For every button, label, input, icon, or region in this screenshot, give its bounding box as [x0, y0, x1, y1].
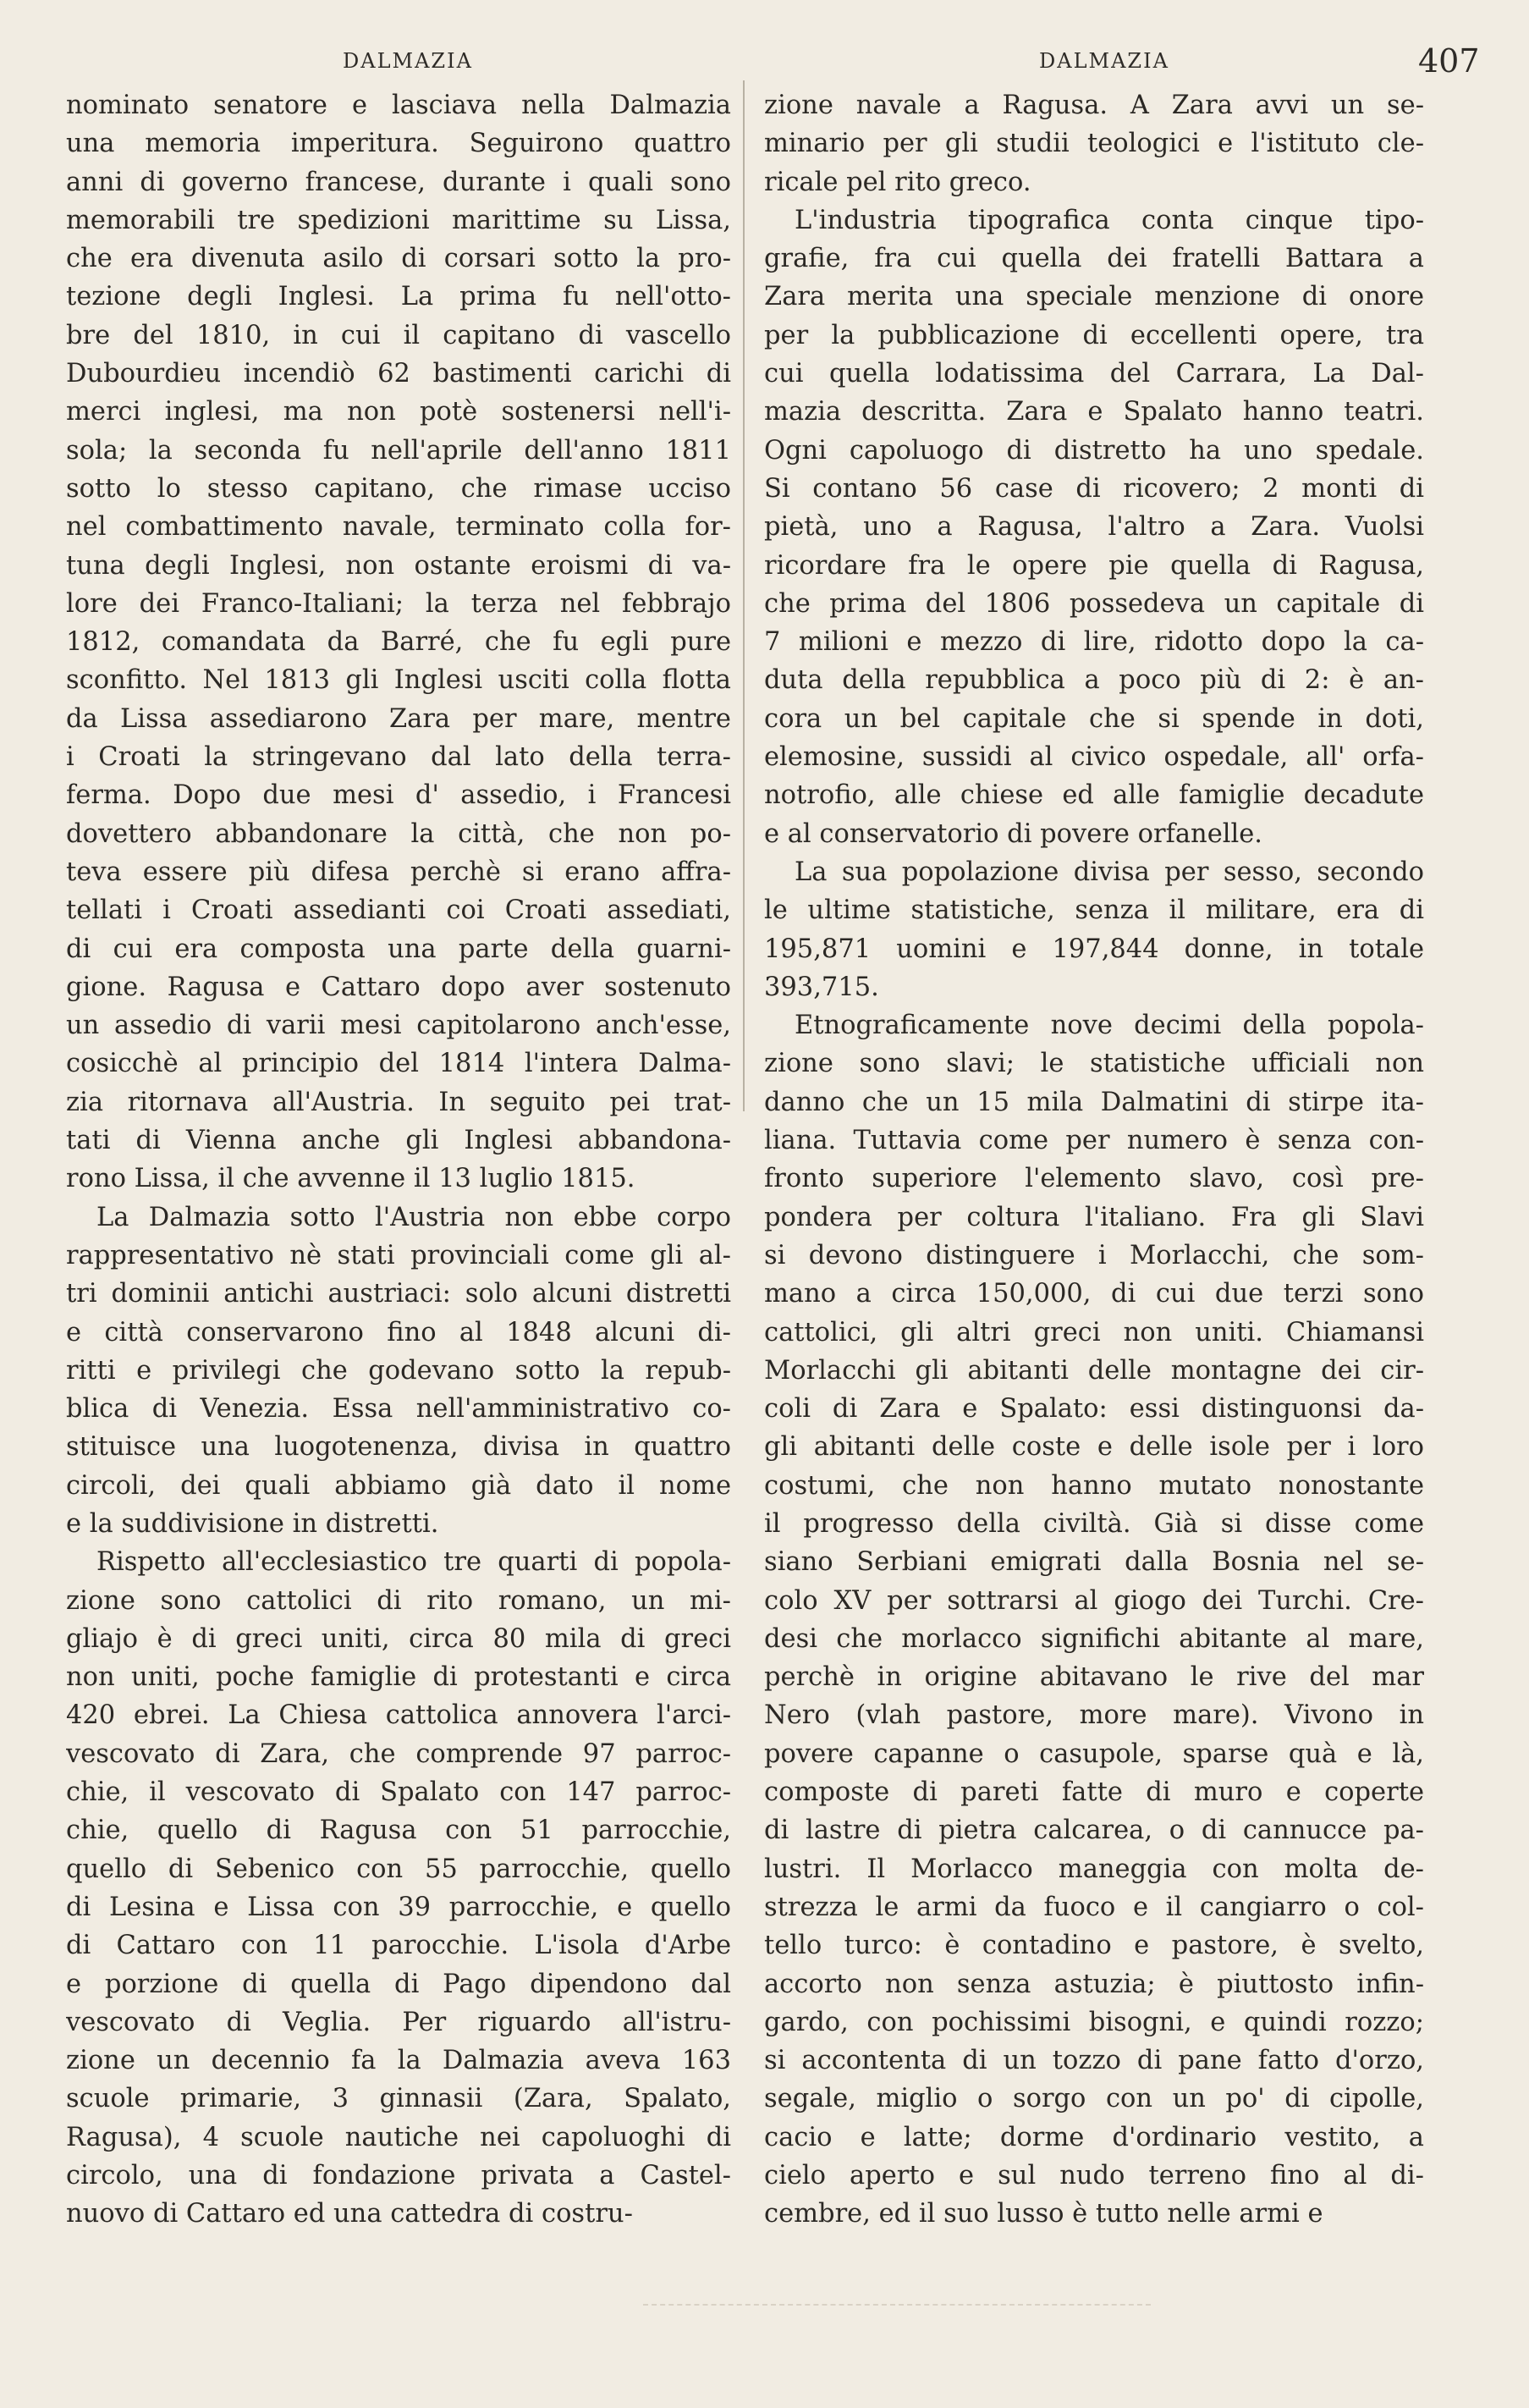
- text-line: cembre, ed il suo lusso è tutto nelle armi e: [764, 2199, 1323, 2229]
- page-number: 407: [1418, 42, 1480, 80]
- text-line: 7 milioni e mezzo di lire, ridotto dopo la ca-: [764, 627, 1424, 658]
- bottom-rule: [643, 2304, 1151, 2309]
- text-line: zione navale a Ragusa. A Zara avvi un se-: [764, 91, 1424, 120]
- text-line: siano Serbiani emigrati dalla Bosnia nel se-: [764, 1547, 1424, 1578]
- text-line: tello turco: è contadino e pastore, è svelto,: [764, 1931, 1424, 1961]
- text-line: composte di pareti fatte di muro e coperte: [764, 1777, 1424, 1808]
- text-line: vescovato di Veglia. Per riguardo all'istru-: [66, 2007, 731, 2037]
- text-line: Etnograficamente nove decimi della popola-: [795, 1011, 1424, 1041]
- text-line: grafie, fra cui quella dei fratelli Battara a: [764, 244, 1424, 274]
- text-line: liana. Tuttavia come per numero è senza con-: [764, 1126, 1424, 1156]
- text-line: memorabili tre spedizioni marittime su Lissa,: [66, 205, 731, 235]
- text-line: teva essere più difesa perchè si erano affra-: [66, 857, 731, 887]
- text-line: mano a circa 150,000, di cui due terzi sono: [764, 1279, 1424, 1309]
- text-line: lustri. Il Morlacco maneggia con molta de-: [764, 1854, 1424, 1884]
- text-line: un assedio di varii mesi capitolarono anch'esse,: [66, 1011, 731, 1041]
- text-line: Dubourdieu incendiò 62 bastimenti carichi di: [66, 359, 731, 389]
- text-line: sconfitto. Nel 1813 gli Inglesi usciti colla flotta: [66, 665, 731, 696]
- text-line: anni di governo francese, durante i quali sono: [66, 167, 731, 197]
- text-line: La sua popolazione divisa per sesso, secondo: [795, 857, 1424, 887]
- text-line: e città conservarono fino al 1848 alcuni di-: [66, 1317, 731, 1347]
- left-column: [66, 86, 731, 2234]
- text-line: ricale pel rito greco.: [764, 167, 1031, 197]
- text-line: danno che un 15 mila Dalmatini di stirpe ita-: [764, 1087, 1424, 1117]
- text-line: lore dei Franco-Italiani; la terza nel febbrajo: [66, 588, 731, 619]
- text-line: fronto superiore l'elemento slavo, così pre-: [764, 1164, 1424, 1194]
- text-line: minario per gli studii teologici e l'istituto cle-: [764, 129, 1424, 159]
- text-line: povere capanne o casupole, sparse quà e là,: [764, 1738, 1424, 1769]
- text-line: bre del 1810, in cui il capitano di vascello: [66, 320, 731, 350]
- text-line: tri dominii antichi austriaci: solo alcuni distretti: [66, 1279, 731, 1309]
- text-line: e al conservatorio di povere orfanelle.: [764, 818, 1263, 849]
- text-line: ferma. Dopo due mesi d' assedio, i Francesi: [66, 780, 731, 811]
- text-line: mazia descritta. Zara e Spalato hanno teatri.: [764, 397, 1424, 427]
- text-line: dovettero abbandonare la città, che non po-: [66, 818, 731, 849]
- text-line: stituisce una luogotenenza, divisa in quattro: [66, 1432, 731, 1463]
- text-line: nominato senatore e lasciava nella Dalmazia: [66, 91, 731, 120]
- text-line: scuole primarie, 3 ginnasii (Zara, Spalato,: [66, 2084, 731, 2114]
- text-line: 195,871 uomini e 197,844 donne, in totale: [764, 934, 1424, 964]
- text-line: desi che morlacco significhi abitante al mare,: [764, 1623, 1424, 1654]
- text-line: non uniti, poche famiglie di protestanti e circa: [66, 1662, 731, 1693]
- text-line: perchè in origine abitavano le rive del mar: [764, 1662, 1424, 1693]
- text-line: quello di Sebenico con 55 parrocchie, quello: [66, 1854, 731, 1884]
- text-line: vescovato di Zara, che comprende 97 parroc-: [66, 1738, 731, 1769]
- text-line: Morlacchi gli abitanti delle montagne dei cir-: [764, 1355, 1424, 1386]
- text-line: e la suddivisione in distretti.: [66, 1508, 439, 1539]
- column-divider: [743, 80, 745, 1111]
- text-line: ritti e privilegi che godevano sotto la repub-: [66, 1355, 731, 1386]
- right-column: [764, 86, 1424, 2234]
- text-line: si accontenta di un tozzo di pane fatto d'orzo,: [764, 2046, 1424, 2076]
- text-line: elemosine, sussidi al civico ospedale, all' orfa-: [764, 742, 1424, 773]
- text-line: le ultime statistiche, senza il militare, era di: [764, 895, 1424, 926]
- text-line: gione. Ragusa e Cattaro dopo aver sostenuto: [66, 972, 731, 1002]
- text-line: tati di Vienna anche gli Inglesi abbandona-: [66, 1126, 731, 1156]
- text-line: Zara merita una speciale menzione di onore: [764, 282, 1424, 312]
- text-line: da Lissa assediarono Zara per mare, mentre: [66, 703, 731, 734]
- text-line: notrofio, alle chiese ed alle famiglie decadute: [764, 780, 1424, 811]
- text-line: colo XV per sottrarsi al giogo dei Turchi. Cre-: [764, 1585, 1424, 1616]
- text-line: strezza le armi da fuoco e il cangiarro o col-: [764, 1892, 1424, 1922]
- text-line: gliajo è di greci uniti, circa 80 mila di greci: [66, 1623, 731, 1654]
- running-header-left: DALMAZIA: [343, 49, 473, 73]
- text-line: cielo aperto e sul nudo terreno fino al di-: [764, 2161, 1424, 2191]
- text-line: duta della repubblica a poco più di 2: è an-: [764, 665, 1424, 696]
- text-line: cosicchè al principio del 1814 l'intera Dalma-: [66, 1049, 731, 1079]
- text-line: si devono distinguere i Morlacchi, che som-: [764, 1240, 1424, 1270]
- text-line: Si contano 56 case di ricovero; 2 monti di: [764, 473, 1424, 504]
- text-line: 420 ebrei. La Chiesa cattolica annovera l'arci-: [66, 1700, 731, 1731]
- text-line: cacio e latte; dorme d'ordinario vestito, a: [764, 2122, 1424, 2152]
- text-line: Ogni capoluogo di distretto ha uno spedale.: [764, 435, 1424, 466]
- text-line: il progresso della civiltà. Già si disse come: [764, 1508, 1424, 1539]
- text-line: zione sono slavi; le statistiche ufficiali non: [764, 1049, 1424, 1079]
- text-line: nel combattimento navale, terminato colla for-: [66, 512, 731, 543]
- text-line: zione un decennio fa la Dalmazia aveva 163: [66, 2046, 731, 2076]
- text-line: sola; la seconda fu nell'aprile dell'anno 1811: [66, 435, 731, 466]
- text-line: 1812, comandata da Barré, che fu egli pure: [66, 627, 731, 658]
- text-line: di lastre di pietra calcarea, o di cannucce pa-: [764, 1816, 1424, 1846]
- text-line: La Dalmazia sotto l'Austria non ebbe corpo: [96, 1202, 731, 1232]
- text-line: gli abitanti delle coste e delle isole per i loro: [764, 1432, 1424, 1463]
- text-line: chie, quello di Ragusa con 51 parrocchie,: [66, 1816, 731, 1846]
- text-line: di Lesina e Lissa con 39 parrocchie, e quello: [66, 1892, 731, 1922]
- text-line: cui quella lodatissima del Carrara, La Dal-: [764, 359, 1424, 389]
- text-line: accorto non senza astuzia; è piuttosto infin-: [764, 1969, 1424, 1999]
- text-line: i Croati la stringevano dal lato della terra-: [66, 742, 731, 773]
- text-line: chie, il vescovato di Spalato con 147 parroc-: [66, 1777, 731, 1808]
- text-line: merci inglesi, ma non potè sostenersi nell'i-: [66, 397, 731, 427]
- text-line: per la pubblicazione di eccellenti opere, tra: [764, 320, 1424, 350]
- text-line: pietà, uno a Ragusa, l'altro a Zara. Vuolsi: [764, 512, 1424, 543]
- text-line: nuovo di Cattaro ed una cattedra di costru-: [66, 2199, 633, 2229]
- text-line: che era divenuta asilo di corsari sotto la pro-: [66, 244, 731, 274]
- text-line: L'industria tipografica conta cinque tipo-: [795, 205, 1424, 235]
- text-line: circolo, una di fondazione privata a Castel-: [66, 2161, 731, 2191]
- text-line: Ragusa), 4 scuole nautiche nei capoluoghi di: [66, 2122, 731, 2152]
- text-line: zia ritornava all'Austria. In seguito pei trat-: [66, 1087, 731, 1117]
- text-line: 393,715.: [764, 972, 879, 1002]
- text-line: circoli, dei quali abbiamo già dato il nome: [66, 1470, 731, 1501]
- text-line: rono Lissa, il che avvenne il 13 luglio 1815.: [66, 1164, 635, 1194]
- text-line: Nero (vlah pastore, more mare). Vivono in: [764, 1700, 1424, 1731]
- text-line: pondera per coltura l'italiano. Fra gli Slavi: [764, 1202, 1424, 1232]
- text-line: tuna degli Inglesi, non ostante eroismi di va-: [66, 550, 731, 581]
- text-line: costumi, che non hanno mutato nonostante: [764, 1470, 1424, 1501]
- text-line: di cui era composta una parte della guarni-: [66, 934, 731, 964]
- text-line: cattolici, gli altri greci non uniti. Chiamansi: [764, 1317, 1424, 1347]
- text-line: gardo, con pochissimi bisogni, e quindi rozzo;: [764, 2007, 1424, 2037]
- text-line: ricordare fra le opere pie quella di Ragusa,: [764, 550, 1424, 581]
- text-line: una memoria imperitura. Seguirono quattro: [66, 129, 731, 159]
- text-line: rappresentativo nè stati provinciali come gli al-: [66, 1240, 731, 1270]
- text-line: di Cattaro con 11 parocchie. L'isola d'Arbe: [66, 1931, 731, 1961]
- text-line: sotto lo stesso capitano, che rimase ucciso: [66, 473, 731, 504]
- text-line: blica di Venezia. Essa nell'amministrativo co-: [66, 1394, 731, 1424]
- running-header-right: DALMAZIA: [1039, 49, 1169, 73]
- text-line: segale, miglio o sorgo con un po' di cipolle,: [764, 2084, 1424, 2114]
- text-line: tezione degli Inglesi. La prima fu nell'otto-: [66, 282, 731, 312]
- text-line: e porzione di quella di Pago dipendono dal: [66, 1969, 731, 1999]
- text-line: coli di Zara e Spalato: essi distinguonsi da-: [764, 1394, 1424, 1424]
- text-line: che prima del 1806 possedeva un capitale di: [764, 588, 1424, 619]
- text-line: cora un bel capitale che si spende in doti,: [764, 703, 1424, 734]
- text-line: zione sono cattolici di rito romano, un mi-: [66, 1585, 731, 1616]
- text-line: tellati i Croati assedianti coi Croati assediati,: [66, 895, 731, 926]
- text-line: Rispetto all'ecclesiastico tre quarti di popola-: [96, 1547, 731, 1578]
